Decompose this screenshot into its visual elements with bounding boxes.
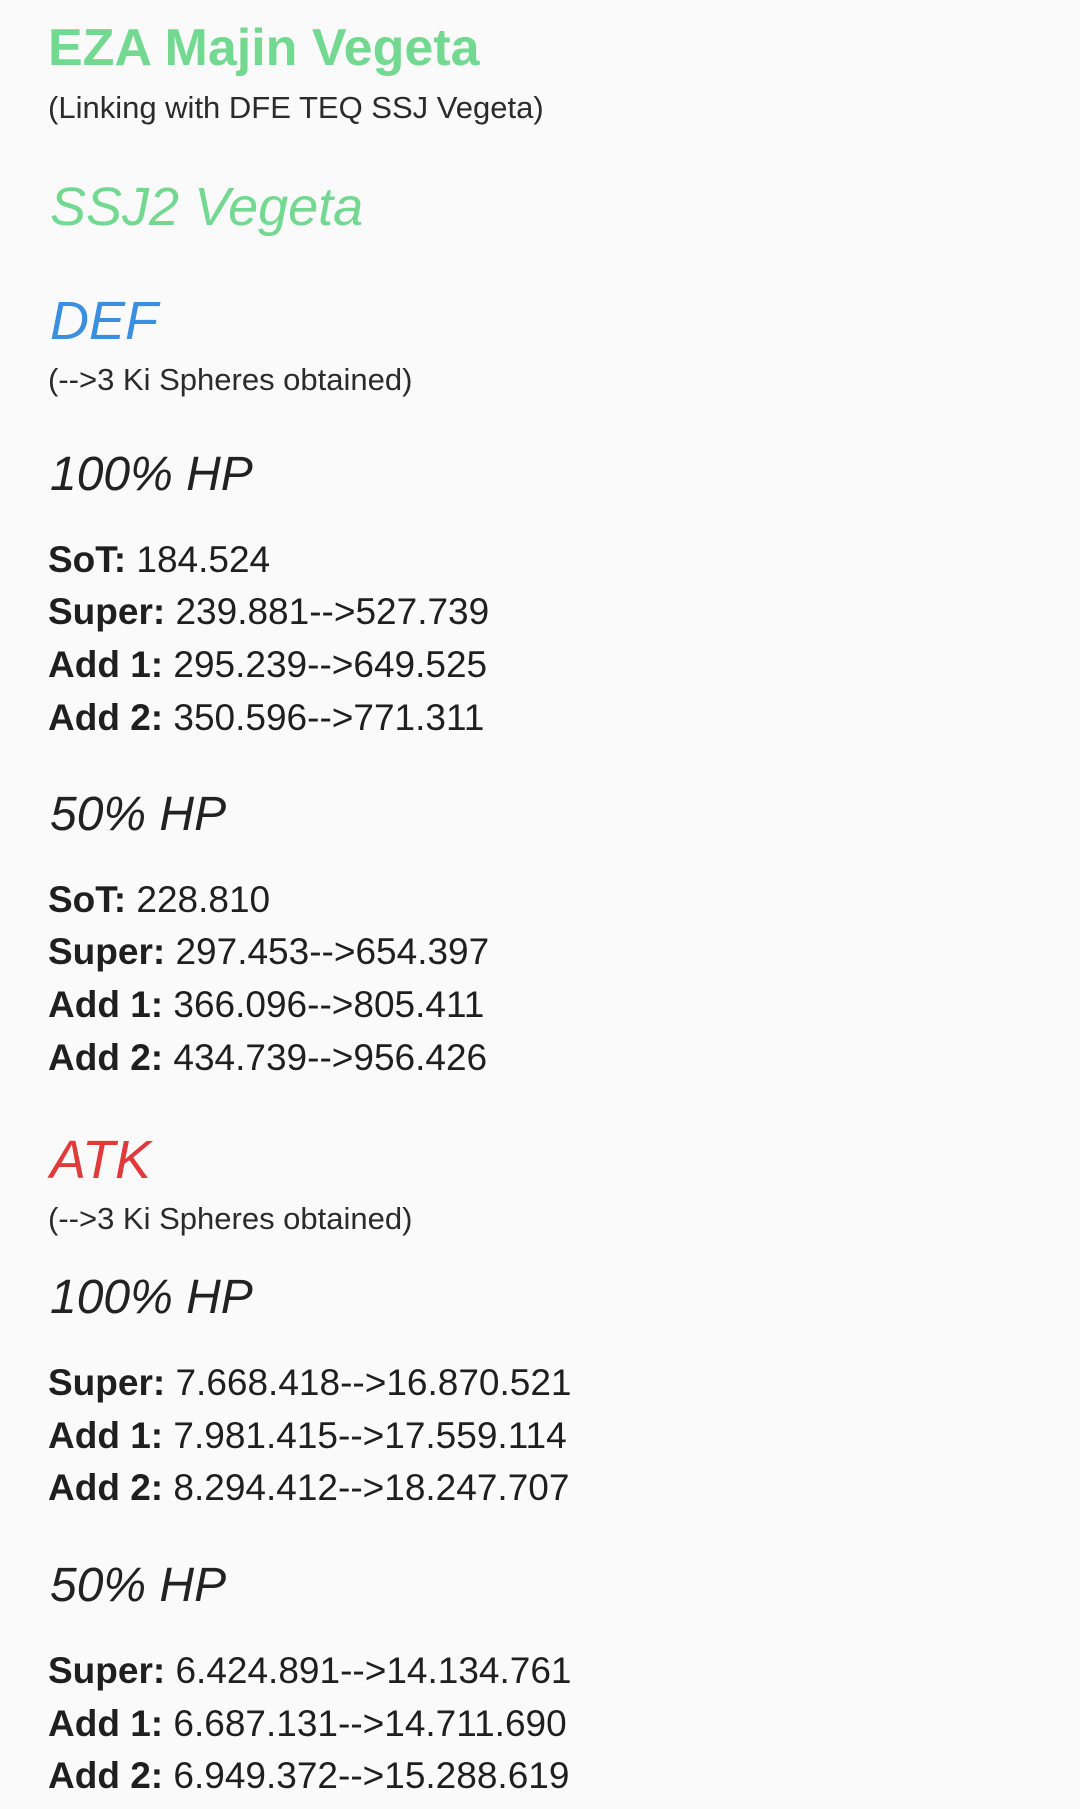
def-section-title: DEF xyxy=(50,291,158,351)
atk-hp50-title: 50% HP xyxy=(50,1559,227,1612)
atk-section-note: (-->3 Ki Spheres obtained) xyxy=(48,1201,413,1236)
row-label: Add 2: xyxy=(48,697,174,738)
def-hp50-row xyxy=(48,1039,487,1076)
def-hp100-row xyxy=(48,593,489,630)
row-value: 7.981.415-->17.559.114 xyxy=(173,1415,567,1456)
row-label: Super: xyxy=(48,931,176,972)
row-value: 434.739-->956.426 xyxy=(173,1037,488,1078)
atk-hp50-row xyxy=(48,1757,569,1794)
atk-hp100-row xyxy=(48,1364,572,1401)
row-value: 366.096-->805.411 xyxy=(173,984,485,1025)
unit-name-heading: SSJ2 Vegeta xyxy=(50,177,364,237)
row-label: Super: xyxy=(48,591,176,632)
row-value: 8.294.412-->18.247.707 xyxy=(173,1467,570,1508)
def-hp50-row xyxy=(48,986,484,1023)
row-value: 295.239-->649.525 xyxy=(173,644,488,685)
def-hp100-row xyxy=(48,646,487,683)
row-label: Super: xyxy=(48,1362,176,1403)
def-section-note: (-->3 Ki Spheres obtained) xyxy=(48,362,413,397)
row-value: 6.949.372-->15.288.619 xyxy=(173,1755,570,1796)
row-label: Add 1: xyxy=(48,1703,174,1744)
def-hp50-title: 50% HP xyxy=(50,788,227,841)
def-hp100-title: 100% HP xyxy=(50,448,253,501)
row-label: SoT: xyxy=(48,879,137,920)
row-value: 7.668.418-->16.870.521 xyxy=(175,1362,572,1403)
row-label: Add 2: xyxy=(48,1037,174,1078)
page-subtitle: (Linking with DFE TEQ SSJ Vegeta) xyxy=(48,90,544,125)
def-hp50-row xyxy=(48,933,489,970)
row-value: 6.687.131-->14.711.690 xyxy=(173,1703,567,1744)
row-value: 184.524 xyxy=(136,539,271,580)
row-label: Add 1: xyxy=(48,984,174,1025)
row-value: 239.881-->527.739 xyxy=(175,591,490,632)
row-value: 228.810 xyxy=(136,879,271,920)
row-value: 6.424.891-->14.134.761 xyxy=(175,1650,572,1691)
row-label: Add 2: xyxy=(48,1467,174,1508)
atk-hp100-row xyxy=(48,1469,569,1506)
def-hp100-row xyxy=(48,699,484,736)
row-label: Super: xyxy=(48,1650,176,1691)
atk-section-title: ATK xyxy=(50,1130,152,1190)
atk-hp100-row xyxy=(48,1417,567,1454)
row-value: 297.453-->654.397 xyxy=(175,931,490,972)
atk-hp50-row xyxy=(48,1652,572,1689)
row-value: 350.596-->771.311 xyxy=(173,697,485,738)
page-title: EZA Majin Vegeta xyxy=(48,19,480,77)
atk-hp50-row xyxy=(48,1705,567,1742)
row-label: Add 1: xyxy=(48,1415,174,1456)
atk-hp100-title: 100% HP xyxy=(50,1271,253,1324)
def-hp50-row xyxy=(48,881,270,918)
row-label: SoT: xyxy=(48,539,137,580)
row-label: Add 1: xyxy=(48,644,174,685)
def-hp100-row xyxy=(48,541,270,578)
row-label: Add 2: xyxy=(48,1755,174,1796)
